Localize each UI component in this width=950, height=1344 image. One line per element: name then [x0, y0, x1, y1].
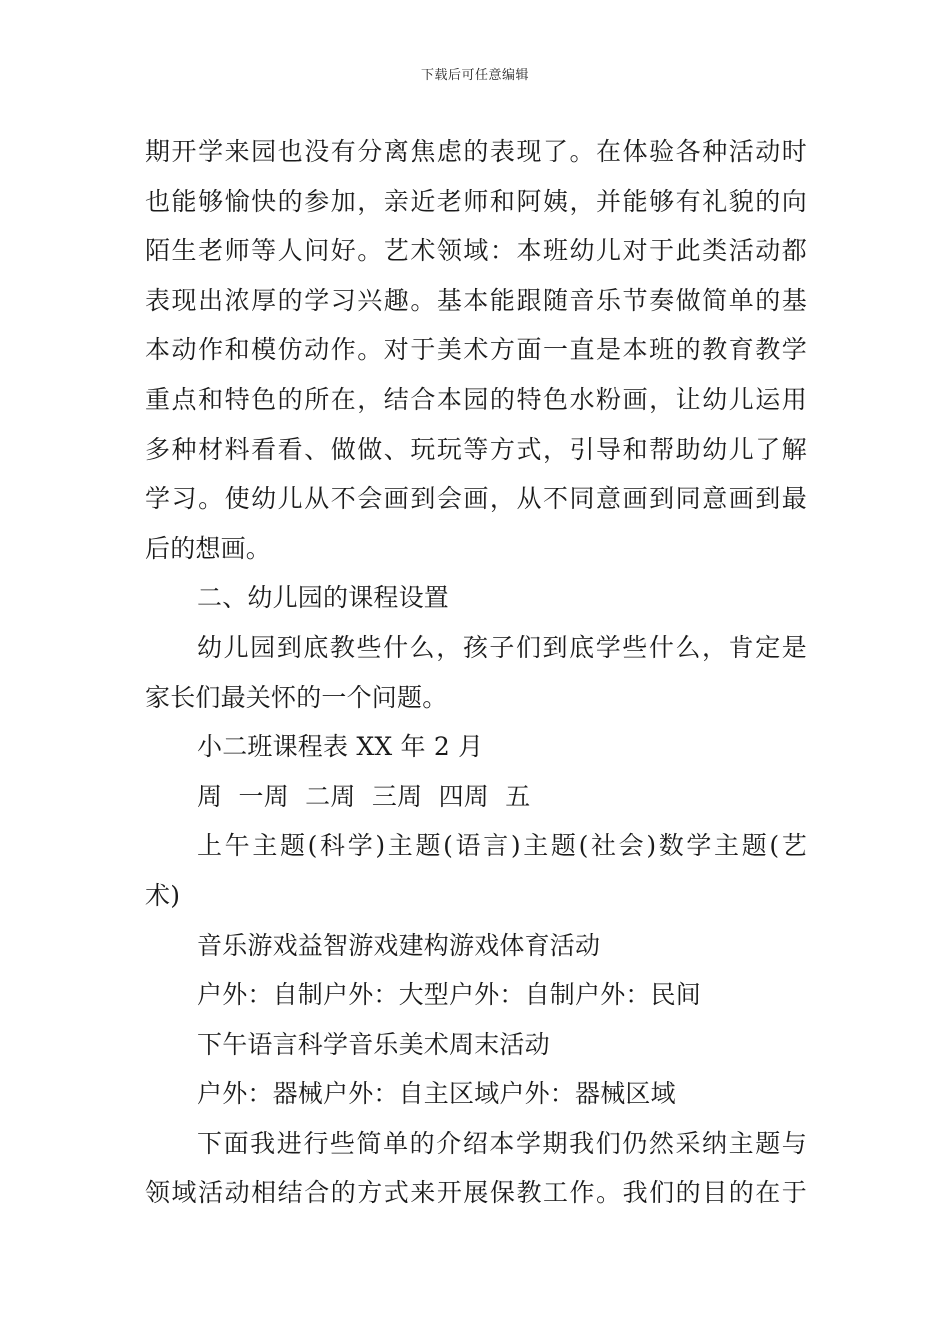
schedule-row: 户外：器械户外：自主区域户外：器械区域 — [197, 1079, 676, 1109]
schedule-row: 户外：自制户外：大型户外：自制户外：民间 — [197, 980, 702, 1010]
section-heading: 二、幼儿园的课程设置 — [197, 583, 450, 613]
text-line: 重点和特色的所在，结合本园的特色水粉画，让幼儿运用 — [145, 384, 807, 414]
text-line: 陌生老师等人问好。艺术领域：本班幼儿对于此类活动都 — [145, 236, 807, 266]
schedule-row: 下午语言科学音乐美术周末活动 — [197, 1029, 550, 1059]
document-body — [145, 127, 807, 1218]
text-line: 学习。使幼儿从不会画到会画，从不同意画到同意画到最 — [145, 484, 807, 514]
text-line: 也能够愉快的参加，亲近老师和阿姨，并能够有礼貌的向 — [145, 186, 807, 216]
text-line: 后的想画。 — [145, 533, 272, 563]
schedule-row: 上午主题(科学)主题(语言)主题(社会)数学主题(艺 — [197, 831, 807, 861]
schedule-row: 周 一周 二周 三周 四周 五 — [197, 781, 531, 811]
text-line: 多种材料看看、做做、玩玩等方式，引导和帮助幼儿了解 — [145, 434, 807, 464]
page-header: 下载后可任意编辑 — [420, 68, 529, 83]
text-line: 下面我进行些简单的介绍本学期我们仍然采纳主题与 — [197, 1128, 807, 1158]
schedule-row: 音乐游戏益智游戏建构游戏体育活动 — [197, 930, 601, 960]
text-line: 表现出浓厚的学习兴趣。基本能跟随音乐节奏做简单的基 — [145, 285, 807, 315]
text-line: 家长们最关怀的一个问题。 — [145, 682, 448, 712]
text-line: 本动作和模仿动作。对于美术方面一直是本班的教育教学 — [145, 335, 807, 365]
text-line: 期开学来园也没有分离焦虑的表现了。在体验各种活动时 — [145, 137, 807, 166]
schedule-row: 术) — [145, 880, 181, 910]
schedule-title: 小二班课程表 XX 年 2 月 — [197, 732, 484, 762]
text-line: 领域活动相结合的方式来开展保教工作。我们的目的在于 — [145, 1178, 807, 1208]
text-line: 幼儿园到底教些什么，孩子们到底学些什么，肯定是 — [197, 632, 807, 662]
